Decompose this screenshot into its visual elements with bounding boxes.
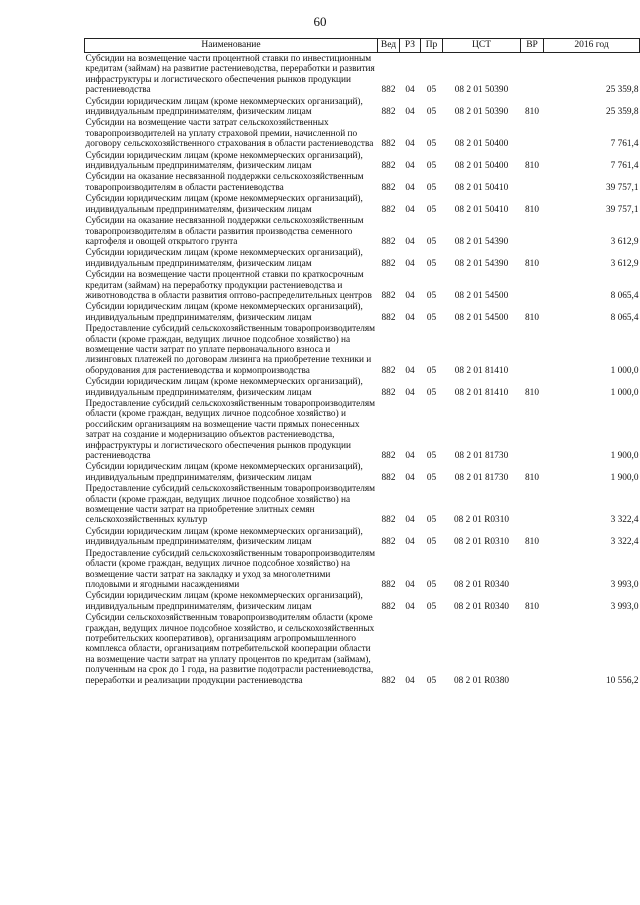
table-row	[85, 612, 640, 686]
row-rz: 04	[405, 675, 415, 686]
row-cst: 08 2 01 R0310	[453, 537, 509, 548]
row-cst: 08 2 01 54500	[454, 290, 509, 301]
row-ved: 882	[381, 675, 396, 686]
row-cst: 08 2 01 54390	[454, 258, 509, 269]
row-vr	[521, 483, 544, 526]
table-row	[85, 171, 640, 193]
row-name: Субсидии сельскохозяйственным товаропроизводителям области (кроме граждан, ведущих личное подсобное хозяйство, и сельскохозяйственных потребительских кооперативов), организациям агропромышленного комплекса области, организациям потребительской кооперации области на возмещение части затрат на уплату процентов по кредитам (займам), полученным на срок до 1 года, на развитие подотрасли растениеводства, переработки и реализации продукции растениеводства	[85, 613, 375, 686]
row-ved: 882	[381, 579, 396, 590]
row-pr: 05	[426, 601, 437, 612]
table-row	[85, 117, 640, 149]
table-row	[85, 53, 640, 96]
row-name: Субсидии на оказание несвязанной поддержки сельскохозяйственным товаропроизводителям в области растениеводства	[85, 172, 364, 193]
row-name: Субсидии юридическим лицам (кроме некоммерческих организаций), индивидуальным предпринимателям, физическим лицам	[85, 96, 363, 118]
row-vr: 810	[525, 537, 539, 548]
row-name: Субсидии юридическим лицам (кроме некоммерческих организаций), индивидуальным предпринимателям, физическим лицам	[85, 591, 363, 612]
row-cst: 08 2 01 54500	[454, 312, 509, 323]
row-cst: 08 2 01 50400	[454, 139, 509, 150]
row-vr: 810	[525, 204, 539, 215]
col-header-year: 2016 год	[544, 39, 640, 53]
row-vr	[521, 323, 544, 376]
row-ved: 882	[381, 290, 396, 301]
row-rz: 04	[405, 472, 415, 483]
table-row	[85, 301, 640, 323]
row-pr: 05	[426, 675, 437, 686]
col-header-ved: Вед	[378, 39, 400, 53]
row-cst: 08 2 01 81730	[454, 472, 509, 483]
row-amount: 39 757,1	[605, 182, 639, 193]
row-ved: 882	[381, 451, 396, 462]
row-vr	[521, 117, 544, 149]
row-amount: 1 000,0	[610, 365, 639, 376]
row-vr	[521, 53, 544, 96]
row-cst: 08 2 01 R0340	[453, 601, 509, 612]
row-amount: 1 900,0	[610, 472, 639, 483]
table-row	[85, 193, 640, 215]
row-amount: 25 359,8	[605, 85, 639, 96]
row-ved: 882	[381, 601, 396, 612]
budget-table	[84, 38, 640, 686]
row-pr: 05	[426, 472, 437, 483]
row-ved: 882	[381, 515, 396, 526]
row-vr	[521, 171, 544, 193]
row-name: Субсидии юридическим лицам (кроме некоммерческих организаций), индивидуальным предпринимателям, физическим лицам	[85, 194, 363, 215]
table-row	[85, 96, 640, 118]
row-vr	[521, 398, 544, 461]
table-row	[85, 461, 640, 483]
col-header-name: Наименование	[85, 39, 378, 53]
row-name: Предоставление субсидий сельскохозяйственным товаропроизводителям области (кроме граждан, ведущих личное подсобное хозяйство) на возмещение части затрат на приобретение элитных семян сельскохозяйственных культур	[85, 484, 376, 526]
row-pr: 05	[426, 161, 437, 172]
row-name: Субсидии юридическим лицам (кроме некоммерческих организаций), индивидуальным предпринимателям, физическим лицам	[85, 150, 363, 172]
page-number: 60	[313, 14, 327, 29]
row-name: Субсидии юридическим лицам (кроме некоммерческих организаций), индивидуальным предпринимателям, физическим лицам	[85, 526, 363, 548]
row-pr: 05	[426, 579, 437, 590]
row-ved: 882	[381, 258, 396, 269]
row-pr: 05	[426, 515, 437, 526]
row-amount: 3 322,4	[610, 515, 639, 526]
row-pr: 05	[426, 139, 437, 150]
row-ved: 882	[381, 107, 396, 118]
row-pr: 05	[426, 182, 437, 193]
row-vr: 810	[525, 472, 539, 483]
row-amount: 39 757,1	[605, 204, 639, 215]
row-rz: 04	[405, 258, 415, 269]
row-rz: 04	[405, 451, 415, 462]
row-cst: 08 2 01 54390	[454, 236, 509, 247]
row-name: Субсидии юридическим лицам (кроме некоммерческих организаций), индивидуальным предпринимателям, физическим лицам	[85, 462, 363, 483]
row-cst: 08 2 01 50410	[454, 182, 509, 193]
row-ved: 882	[381, 365, 396, 376]
row-vr: 810	[525, 161, 539, 172]
col-header-rz: РЗ	[400, 39, 421, 53]
row-vr	[521, 612, 544, 686]
row-cst: 08 2 01 50410	[454, 204, 509, 215]
col-header-vr: ВР	[521, 39, 544, 53]
row-ved: 882	[381, 182, 396, 193]
row-rz: 04	[405, 365, 415, 376]
row-name: Субсидии на оказание несвязанной поддержки сельскохозяйственным товаропроизводителям в области развития производства семенного картофеля и овощей открытого грунта	[85, 216, 364, 247]
row-pr: 05	[426, 107, 437, 118]
row-vr	[521, 269, 544, 301]
row-amount: 3 612,9	[610, 258, 639, 269]
row-ved: 882	[381, 472, 396, 483]
col-header-pr: Пр	[421, 39, 443, 53]
row-rz: 04	[405, 290, 415, 301]
row-pr: 05	[426, 312, 437, 323]
row-pr: 05	[426, 85, 437, 96]
row-ved: 882	[381, 312, 396, 323]
row-name: Предоставление субсидий сельскохозяйственным товаропроизводителям области (кроме граждан, ведущих личное подсобное хозяйство) на возмещение части затрат по уплате первоначального взноса и лизинговых платежей по договорам лизинга на приобретение техники и оборудования для растениеводства и кормопроизводства	[85, 324, 376, 376]
row-pr: 05	[426, 365, 437, 376]
row-rz: 04	[405, 515, 415, 526]
row-rz: 04	[405, 85, 415, 96]
row-rz: 04	[405, 182, 415, 193]
row-name: Субсидии юридическим лицам (кроме некоммерческих организаций), индивидуальным предпринимателям, физическим лицам	[85, 248, 363, 269]
table-row	[85, 590, 640, 612]
row-vr: 810	[525, 107, 539, 118]
row-pr: 05	[426, 236, 437, 247]
row-vr	[521, 548, 544, 591]
table-row	[85, 323, 640, 376]
row-amount: 3 993,0	[610, 601, 639, 612]
row-rz: 04	[405, 387, 415, 398]
row-rz: 04	[405, 312, 415, 323]
row-rz: 04	[405, 204, 415, 215]
table-row	[85, 548, 640, 591]
row-name: Предоставление субсидий сельскохозяйственным товаропроизводителям области (кроме граждан, ведущих личное подсобное хозяйство) на возмещение части затрат на закладку и уход за многолетними плодовыми и ягодными насаждениями	[85, 548, 376, 590]
row-pr: 05	[426, 204, 437, 215]
table-row	[85, 247, 640, 269]
row-ved: 882	[381, 139, 396, 150]
row-amount: 7 761,4	[610, 161, 639, 172]
table-header-row	[85, 39, 640, 53]
row-pr: 05	[426, 537, 437, 548]
table-row	[85, 483, 640, 526]
row-cst: 08 2 01 81730	[454, 451, 509, 462]
row-rz: 04	[405, 107, 415, 118]
row-amount: 1 000,0	[610, 387, 639, 398]
row-rz: 04	[405, 579, 415, 590]
row-vr	[521, 215, 544, 247]
row-vr: 810	[525, 387, 539, 398]
table-row	[85, 269, 640, 301]
row-amount: 10 556,2	[605, 675, 639, 686]
table-row	[85, 376, 640, 398]
table-row	[85, 398, 640, 461]
row-amount: 8 065,4	[610, 312, 639, 323]
row-amount: 8 065,4	[610, 290, 639, 301]
row-ved: 882	[381, 204, 396, 215]
row-vr: 810	[525, 258, 539, 269]
row-vr: 810	[525, 312, 539, 323]
row-cst: 08 2 01 50390	[454, 107, 509, 118]
row-cst: 08 2 01 R0380	[453, 675, 509, 686]
row-pr: 05	[426, 290, 437, 301]
row-ved: 882	[381, 236, 396, 247]
row-amount: 7 761,4	[610, 139, 639, 150]
row-pr: 05	[426, 387, 437, 398]
row-amount: 25 359,8	[605, 107, 639, 118]
col-header-cst: ЦСТ	[443, 39, 521, 53]
row-amount: 3 322,4	[610, 537, 639, 548]
row-amount: 1 900,0	[610, 451, 639, 462]
row-cst: 08 2 01 50400	[454, 161, 509, 172]
row-rz: 04	[405, 139, 415, 150]
row-name: Субсидии на возмещение части затрат сельскохозяйственных товаропроизводителей на уплату страховой премии, начисленной по договору сельскохозяйственного страхования в области растениеводства	[85, 118, 374, 150]
row-rz: 04	[405, 601, 415, 612]
row-amount: 3 993,0	[610, 579, 639, 590]
row-cst: 08 2 01 50390	[454, 85, 509, 96]
row-name: Субсидии на возмещение части процентной ставки по инвестиционным кредитам (займам) на развитие растениеводства, переработки и развития инфраструктуры и логистического обеспечения рынков продукции растениеводства	[85, 54, 375, 96]
row-ved: 882	[381, 537, 396, 548]
row-cst: 08 2 01 R0340	[453, 579, 509, 590]
row-pr: 05	[426, 451, 437, 462]
row-rz: 04	[405, 236, 415, 247]
row-cst: 08 2 01 81410	[454, 365, 509, 376]
row-rz: 04	[405, 537, 415, 548]
row-ved: 882	[381, 387, 396, 398]
row-cst: 08 2 01 81410	[454, 387, 509, 398]
table-row	[85, 150, 640, 172]
row-ved: 882	[381, 85, 396, 96]
row-name: Субсидии юридическим лицам (кроме некоммерческих организаций), индивидуальным предпринимателям, физическим лицам	[85, 302, 363, 323]
table-row	[85, 215, 640, 247]
row-pr: 05	[426, 258, 437, 269]
table-row	[85, 526, 640, 548]
row-rz: 04	[405, 161, 415, 172]
row-vr: 810	[525, 601, 539, 612]
row-name: Предоставление субсидий сельскохозяйственным товаропроизводителям области (кроме граждан, ведущих личное подсобное хозяйство) и российским организациям на возмещение части прямых понесенных затрат на создание и модернизацию объектов растениеводства, инфраструктуры и логистического обеспечения рынков продукции растениеводства	[85, 399, 376, 462]
row-cst: 08 2 01 R0310	[453, 515, 509, 526]
row-name: Субсидии юридическим лицам (кроме некоммерческих организаций), индивидуальным предпринимателям, физическим лицам	[85, 377, 363, 398]
row-amount: 3 612,9	[610, 236, 639, 247]
row-ved: 882	[381, 161, 396, 172]
row-name: Субсидии на возмещение части процентной ставки по краткосрочным кредитам (займам) на переработку продукции растениеводства и животноводства в области развития оптово-распределительных центров	[85, 270, 372, 301]
